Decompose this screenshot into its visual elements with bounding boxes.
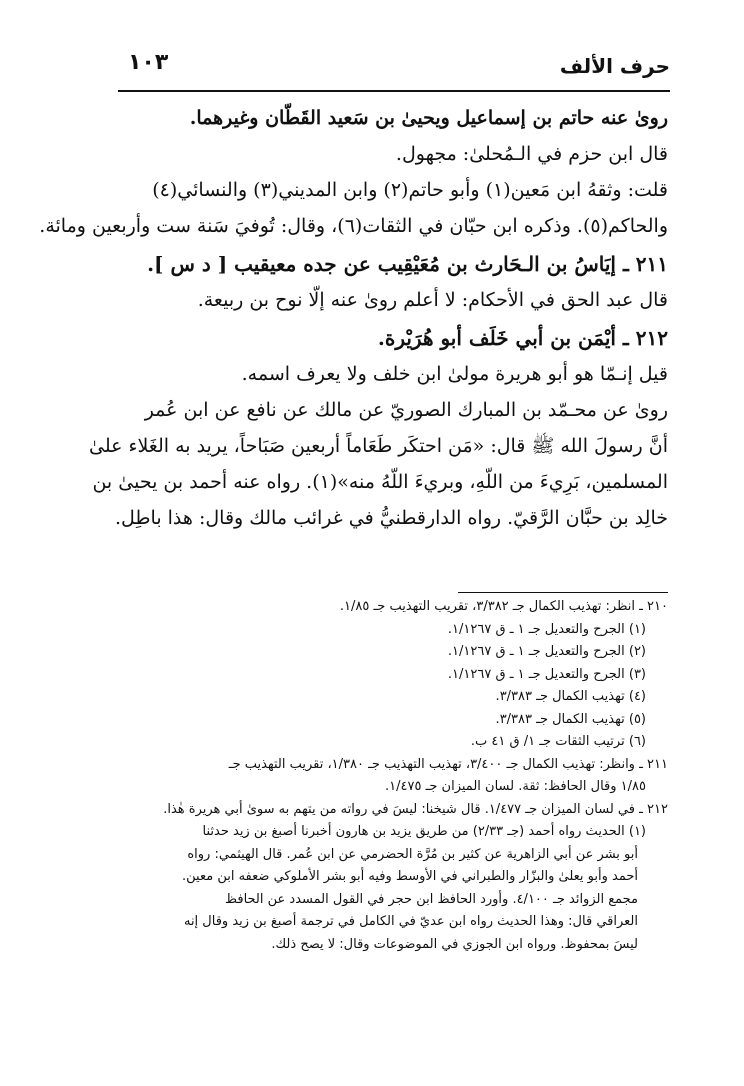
entry-heading-211: ٢١١ ـ إيَاسُ بن الـحَارث بن مُعَيْقِيب عن جده معيقيب [ د س ]. (147, 252, 668, 276)
footnote-line: (٢) الجرح والتعديل جـ ١ ـ ق ١/١٢٦٧. (447, 644, 646, 659)
text-line: أنَّ رسولَ الله ﷺ قال: «مَن احتكَر طَعَاماً أربعين صَبَاحاً، يريد به الغَلاء علىٰ (89, 435, 668, 457)
footnote-line: (١) الجرح والتعديل جـ ١ ـ ق ١/١٢٦٧. (447, 621, 646, 637)
text-line: قلت: وثقهُ ابن مَعين(١) وأبو حاتم(٢) وابن المديني(٣) والنسائي(٤) (152, 179, 668, 201)
text-line: قال عبد الحق في الأحكام: لا أعلم روىٰ عنه إلّا نوح بن ربيعة. (197, 289, 668, 311)
footnote-line: (٤) تهذيب الكمال جـ ٣/٣٨٣. (495, 689, 646, 704)
text-line: روىٰ عن محـمّد بن المبارك الصوريّ عن مالك عن نافع عن ابن عُمر (144, 399, 668, 421)
footnote-line: مجمع الزوائد جـ ٤/١٠٠. وأورد الحافظ ابن حجر في القول المسدد عن الحافظ (225, 891, 638, 907)
footnote-line: ١/٨٥ وقال الحافظ: ثقة. لسان الميزان جـ ١/٤٧٥. (384, 779, 646, 794)
text-line: روىٰ عنه حاتم بن إسماعيل ويحيىٰ بن سَعيد القَطّان وغيرهما. (189, 107, 668, 129)
footnotes (100, 596, 668, 956)
footnote-separator (458, 592, 668, 593)
text-line: قيل إنـمّا هو أبو هريرة مولىٰ ابن خلف ولا يعرف اسمه. (241, 363, 668, 385)
text-line: قال ابن حزم في الـمُحلىٰ: مجهول. (395, 143, 668, 165)
page-number: ١٠٣ (128, 50, 169, 75)
footnote-line: ٢١١ ـ وانظر: تهذيب الكمال جـ ٣/٤٠٠، تهذيب التهذيب جـ ١/٣٨٠، تقريب التهذيب جـ (228, 756, 668, 772)
chapter-title: حرف الألف (559, 54, 670, 78)
footnote-line: أحمد وأبو يعلىٰ والبزّار والطبراني في الأوسط وفيه أبو بشر الأملوكي ضعفه ابن معين. (182, 869, 638, 884)
footnote-line: (١) الحديث رواه أحمد (جـ ٢/٣٣) من طريق يزيد بن هارون أخبرنا أصبغ بن زيد حدثنا (202, 824, 646, 839)
footnote-line: (٦) ترتيب الثقات جـ ١/ ق ٤١ ب. (470, 734, 646, 749)
footnote-line: ليسَ بمحفوظ. ورواه ابن الجوزي في الموضوعات وقال: لا يصح ذلك. (271, 936, 638, 952)
text-line: والحاكم(٥). وذكره ابن حبّان في الثقات(٦)، وقال: تُوفيَ سَنة ست وأربعين ومائة. (39, 215, 668, 237)
main-text (39, 100, 668, 536)
footnote-line: (٣) الجرح والتعديل جـ ١ ـ ق ١/١٢٦٧. (447, 666, 646, 682)
footnote-line: ٢١٢ ـ في لسان الميزان جـ ١/٤٧٧. قال شيخنا: ليسَ في رواته من يتهم به سوىٰ أبي هريرة هٰذا. (163, 801, 668, 817)
footnote-line: (٥) تهذيب الكمال جـ ٣/٣٨٣. (495, 711, 646, 727)
text-line: المسلمين، بَرِيءَ من اللّهِ، وبريءَ اللّهُ منه»(١). رواه عنه أحمد بن يحيىٰ بن (92, 471, 668, 493)
entry-heading-212: ٢١٢ ـ أيْمَن بن أبي خَلَف أبو هُرَيْرة. (377, 326, 668, 350)
footnote-line: ٢١٠ ـ انظر: تهذيب الكمال جـ ٣/٣٨٢، تقريب التهذيب جـ ١/٨٥. (339, 599, 668, 614)
page-header (118, 44, 670, 92)
footnote-line: العراقي قال: وهذا الحديث رواه ابن عديّ في الكامل في ترجمة أصبغ بن زيد وقال إنه (183, 914, 638, 929)
text-line: خالِد بن حبَّان الرَّقيّ. رواه الدارقطنيُّ في غرائب مالك وقال: هذا باطِل. (114, 507, 668, 529)
footnote-line: أبو بشر عن أبي الزاهرية عن كثير بن مُرَّة الحضرمي عن ابن عُمر. قال الهيثمي: رواه (187, 846, 638, 862)
